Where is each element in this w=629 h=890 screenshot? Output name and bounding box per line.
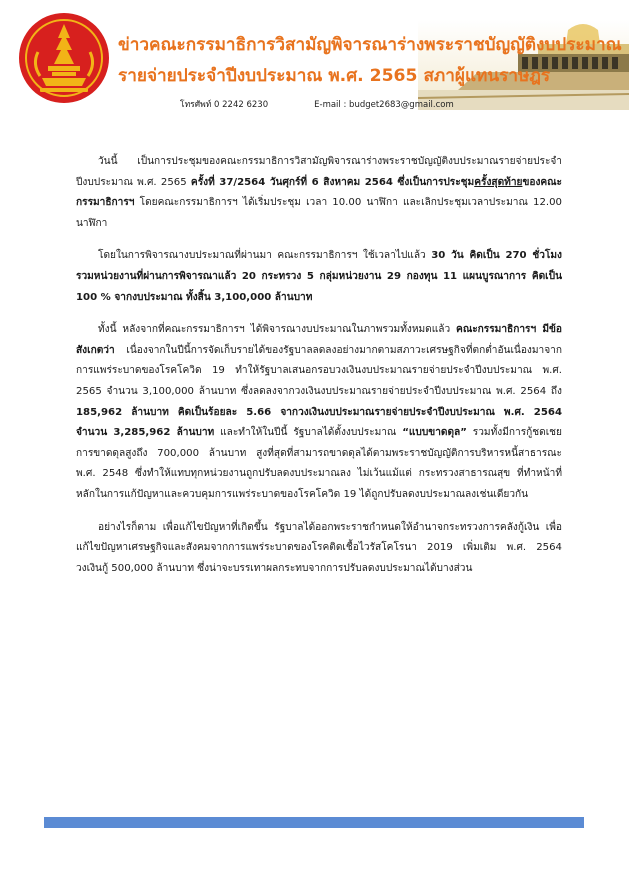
paragraph-1: [76, 152, 562, 234]
p3-text-a: ทั้งนี้ หลังจากที่คณะกรรมาธิการฯ ได้พิจารณางบประมาณในภาพรวมทั้งหมดแล้ว: [98, 324, 457, 336]
p1-text-e: โดยคณะกรรมาธิการฯ ได้เริ่มประชุม เวลา 10.00 นาฬิกา และเลิกประชุมเวลาประมาณ 12.00 นาฬิกา: [76, 197, 562, 229]
p2-text-a: โดยในการพิจารณางบประมาณที่ผ่านมา คณะกรรมาธิการฯ ใช้เวลาไปแล้ว: [98, 250, 432, 262]
budget-reduction-figure: 185,962 ล้านบาท คิดเป็นร้อยละ 5.66 จากวงเงินงบประมาณรายจ่ายประจำปีงบประมาณ พ.ศ. 2564 จำนวน 3,285,962 ล้านบาท: [76, 406, 562, 439]
phone-number: โทรศัพท์ 0 2242 6230: [180, 100, 269, 110]
p1-text-a: วันนี้ เป็นการประชุมของคณะกรรมาธิการวิสามัญพิจารณาร่างพระราชบัญญัติงบประมาณรายจ่ายประจำปีงบประมาณ พ.ศ. 2565: [76, 156, 562, 188]
contact-info: [180, 97, 454, 111]
observation-heading: คณะกรรมาธิการฯ มีข้อสังเกตว่า: [76, 324, 562, 356]
email-address: E-mail : budget2683@gmail.com: [314, 100, 454, 110]
footer-bar: [44, 817, 584, 828]
p3-text-g: รวมทั้งมีการกู้ชดเชยการขาดดุลสูงถึง 700,000 ล้านบาท สูงที่สุดที่สามารถขาดดุลได้ตามพระราชบัญญัติการบริหารหนี้สาธารณะ พ.ศ. 2548 ซึ่งทำให้แทบทุกหน่วยงานถูกปรับลดงบประมาณลง ไม่เว้นแม้แต่ กระทรวงสาธารณสุข ที่ทำหน้าที่หลักในการแก้ปัญหาและควบคุมการแพร่ระบาดของโรคโควิด 19 ได้ถูกปรับลดงบประมาณลงเช่นเดียวกัน: [76, 427, 562, 500]
news-title-line2: รายจ่ายประจำปีงบประมาณ พ.ศ. 2565 สภาผู้แทนราษฎร: [118, 66, 551, 86]
deliberation-summary: 30 วัน คิดเป็น 270 ชั่วโมง รวมหน่วยงานที่ผ่านการพิจารณาแล้ว 20 กระทรวง 5 กลุ่มหน่วยงาน 29 กองทุน 11 แผนบูรณาการ คิดเป็น 100 % จากงบประมาณ ทั้งสิ้น 3,100,000 ล้านบาท: [76, 250, 562, 303]
final-meeting-underlined: ครั้งสุดท้าย: [474, 176, 523, 188]
paragraph-4: อย่างไรก็ตาม เพื่อแก้ไขปัญหาที่เกิดขึ้น รัฐบาลได้ออกพระราชกำหนดให้อำนาจกระทรวงการคลังกู้เงิน เพื่อแก้ไขปัญหาเศรษฐกิจและสังคมจากการแพร่ระบาดของโรคติดเชื้อไวรัสโคโรนา 2019 เพิ่มเติม พ.ศ. 2564 วงเงินกู้ 500,000 ล้านบาท ซึ่งน่าจะบรรเทาผลกระทบจากการปรับลดงบประมาณได้บางส่วน: [76, 521, 562, 574]
committee-name-bold: ของคณะกรรมาธิการฯ: [76, 176, 562, 209]
parliament-emblem-icon: [18, 12, 110, 104]
paragraph-2: [76, 246, 562, 308]
news-header: [0, 0, 629, 118]
paragraph-3: [76, 320, 562, 505]
news-title-line1: ข่าวคณะกรรมาธิการวิสามัญพิจารณาร่างพระราชบัญญัติงบประมาณ: [118, 35, 622, 55]
meeting-info: ครั้งที่ 37/2564 วันศุกร์ที่ 6 สิงหาคม 2564 ซึ่งเป็นการประชุม: [190, 176, 475, 188]
p3-text-e: และทำให้ในปีนี้ รัฐบาลได้ตั้งงบประมาณ: [214, 427, 403, 439]
deficit-budget-term: “แบบขาดดุล”: [402, 427, 467, 439]
p3-text-c: เนื่องจากในปีนี้การจัดเก็บรายได้ของรัฐบาลลดลงอย่างมากตามสภาวะเศรษฐกิจที่ตกต่ำอันเนื่องมาจากการแพร่ระบาดของโรคโควิด 19 ทำให้รัฐบาลเสนอกรอบวงเงินงบประมาณรายจ่ายประจำปีงบประมาณ พ.ศ. 2565 จำนวน 3,100,000 ล้านบาท ซึ่งลดลงจากวงเงินงบประมาณรายจ่ายประจำปีงบประมาณ พ.ศ. 2564 ถึง: [76, 344, 562, 397]
news-body: [76, 152, 562, 591]
